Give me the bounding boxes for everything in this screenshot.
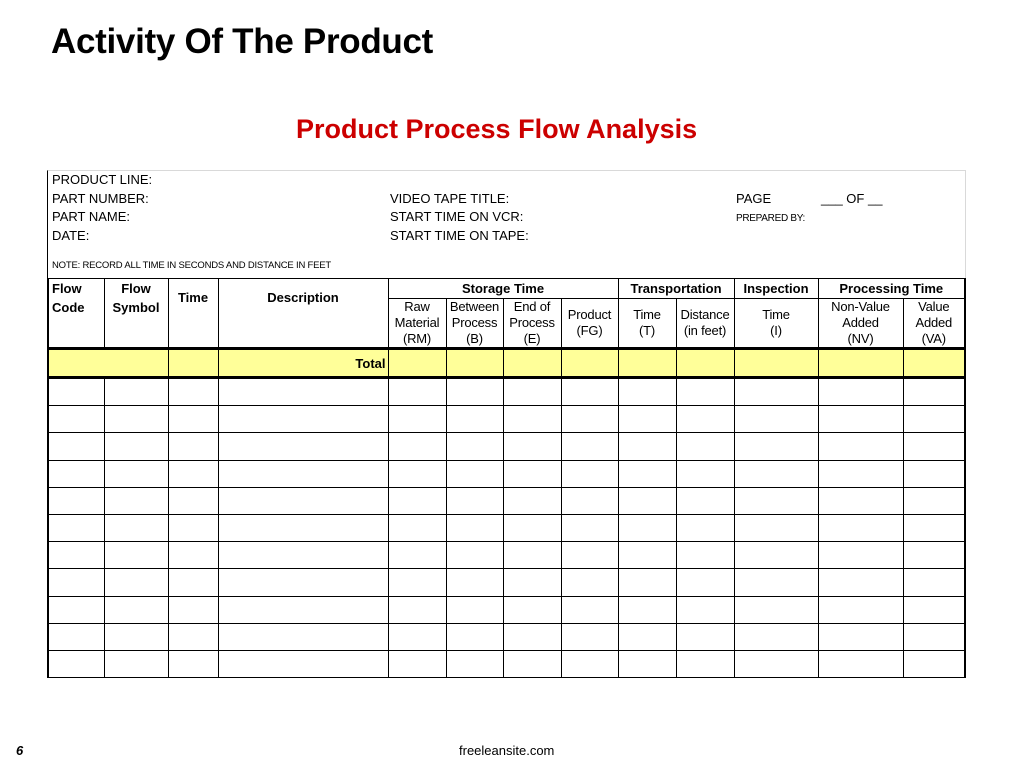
table-cell[interactable] (618, 460, 676, 487)
table-cell[interactable] (104, 406, 168, 433)
product-line1: Product (567, 307, 612, 322)
page-label: PAGE (736, 191, 772, 206)
table-row (48, 487, 965, 514)
flow-symbol-header-line2: Symbol (112, 300, 160, 315)
table-cell[interactable] (503, 650, 561, 677)
table-cell[interactable] (818, 487, 903, 514)
page-of-field: ___ OF __ (821, 191, 883, 206)
table-cell[interactable] (218, 542, 388, 569)
table-cell[interactable] (503, 433, 561, 460)
table-cell[interactable] (676, 569, 734, 596)
table-cell[interactable] (218, 460, 388, 487)
table-cell[interactable] (104, 569, 168, 596)
transportation-header: Transportation (618, 279, 734, 299)
table-cell[interactable] (734, 650, 818, 677)
table-cell[interactable] (388, 433, 446, 460)
table-cell[interactable] (561, 569, 618, 596)
table-cell[interactable] (388, 569, 446, 596)
total-cell-between-process[interactable] (446, 349, 503, 378)
table-cell[interactable] (104, 623, 168, 650)
raw-material-line1: Raw (404, 299, 430, 314)
table-row (48, 623, 965, 650)
table-cell[interactable] (618, 650, 676, 677)
table-row (48, 514, 965, 541)
table-cell[interactable] (168, 623, 218, 650)
table-row (48, 460, 965, 487)
table-cell[interactable] (818, 433, 903, 460)
table-cell[interactable] (48, 378, 104, 406)
table-cell[interactable] (618, 406, 676, 433)
storage-time-header: Storage Time (388, 279, 618, 299)
table-cell[interactable] (446, 406, 503, 433)
table-cell[interactable] (168, 650, 218, 677)
between-process-subheader (446, 299, 503, 349)
table-cell[interactable] (618, 378, 676, 406)
table-cell[interactable] (818, 460, 903, 487)
part-number-label: PART NUMBER: (52, 191, 149, 206)
table-cell[interactable] (48, 596, 104, 623)
table-cell[interactable] (903, 623, 965, 650)
table-cell[interactable] (218, 433, 388, 460)
non-value-added-line3: (NV) (847, 331, 874, 346)
total-cell-distance[interactable] (676, 349, 734, 378)
value-added-line1: Value (918, 299, 950, 314)
table-cell[interactable] (903, 378, 965, 406)
inspection-time-line2: (I) (770, 323, 782, 338)
table-cell[interactable] (48, 542, 104, 569)
end-of-process-subheader (503, 299, 561, 349)
table-cell[interactable] (734, 378, 818, 406)
table-cell[interactable] (388, 623, 446, 650)
total-cell-inspection-time[interactable] (734, 349, 818, 378)
table-cell[interactable] (104, 433, 168, 460)
table-cell[interactable] (48, 623, 104, 650)
table-cell[interactable] (676, 406, 734, 433)
table-cell[interactable] (818, 406, 903, 433)
table-cell[interactable] (48, 650, 104, 677)
table-cell[interactable] (503, 623, 561, 650)
flow-code-header-line1: Flow (52, 281, 82, 296)
distance-line1: Distance (680, 307, 730, 322)
table-cell[interactable] (388, 596, 446, 623)
transport-time-line1: Time (633, 307, 661, 322)
page-number: 6 (16, 743, 24, 758)
table-cell[interactable] (104, 487, 168, 514)
table-cell[interactable] (818, 378, 903, 406)
table-cell[interactable] (903, 406, 965, 433)
table-cell[interactable] (903, 487, 965, 514)
table-cell[interactable] (218, 650, 388, 677)
table-cell[interactable] (503, 596, 561, 623)
table-cell[interactable] (618, 514, 676, 541)
table-cell[interactable] (503, 514, 561, 541)
table-cell[interactable] (903, 514, 965, 541)
table-cell[interactable] (104, 650, 168, 677)
table-cell[interactable] (388, 406, 446, 433)
table-cell[interactable] (168, 406, 218, 433)
table-cell[interactable] (561, 487, 618, 514)
table-cell[interactable] (48, 569, 104, 596)
table-cell[interactable] (168, 460, 218, 487)
table-cell[interactable] (676, 487, 734, 514)
table-cell[interactable] (818, 542, 903, 569)
table-cell[interactable] (168, 542, 218, 569)
table-cell[interactable] (104, 378, 168, 406)
table-row (48, 569, 965, 596)
table-cell[interactable] (561, 460, 618, 487)
note-text: NOTE: RECORD ALL TIME IN SECONDS AND DISTANCE IN FEET (52, 260, 332, 271)
raw-material-line2: Material (394, 315, 440, 330)
table-cell[interactable] (818, 623, 903, 650)
table-cell[interactable] (734, 514, 818, 541)
value-added-subheader (903, 299, 965, 349)
table-cell[interactable] (818, 514, 903, 541)
table-cell[interactable] (903, 542, 965, 569)
table-cell[interactable] (734, 542, 818, 569)
table-cell[interactable] (734, 623, 818, 650)
total-cell-code[interactable] (48, 349, 168, 378)
distance-line2: (in feet) (683, 323, 727, 338)
description-header-label: Description (267, 290, 339, 305)
table-cell[interactable] (446, 542, 503, 569)
video-tape-title-label: VIDEO TAPE TITLE: (390, 191, 510, 206)
table-row (48, 542, 965, 569)
table-cell[interactable] (446, 487, 503, 514)
part-name-label: PART NAME: (52, 209, 131, 224)
table-cell[interactable] (818, 596, 903, 623)
total-cell-value-added[interactable] (903, 349, 965, 378)
time-header (168, 279, 218, 349)
date-label: DATE: (52, 228, 90, 243)
table-cell[interactable] (903, 650, 965, 677)
table-cell[interactable] (676, 514, 734, 541)
table-cell[interactable] (168, 569, 218, 596)
table-row (48, 596, 965, 623)
between-process-line2: Process (451, 315, 498, 330)
distance-subheader (676, 299, 734, 349)
table-cell[interactable] (561, 514, 618, 541)
raw-material-subheader (388, 299, 446, 349)
table-cell[interactable] (168, 378, 218, 406)
total-row (48, 349, 965, 378)
table-cell[interactable] (676, 623, 734, 650)
table-cell[interactable] (903, 460, 965, 487)
table-cell[interactable] (104, 514, 168, 541)
table-cell[interactable] (218, 514, 388, 541)
table-cell[interactable] (388, 514, 446, 541)
table-cell[interactable] (446, 623, 503, 650)
product-line2: (FG) (576, 323, 603, 338)
table-cell[interactable] (446, 569, 503, 596)
table-cell[interactable] (818, 569, 903, 596)
total-cell-raw-material[interactable] (388, 349, 446, 378)
total-cell-time[interactable] (168, 349, 218, 378)
time-header-label: Time (177, 290, 209, 305)
between-process-line3: (B) (466, 331, 483, 346)
total-cell-transport-time[interactable] (618, 349, 676, 378)
table-cell[interactable] (168, 596, 218, 623)
end-of-process-line1: End of (513, 299, 551, 314)
table-cell[interactable] (503, 569, 561, 596)
table-cell[interactable] (503, 487, 561, 514)
table-cell[interactable] (676, 378, 734, 406)
table-cell[interactable] (446, 433, 503, 460)
table-cell[interactable] (388, 542, 446, 569)
raw-material-line3: (RM) (402, 331, 432, 346)
table-row (48, 378, 965, 406)
table-cell[interactable] (168, 514, 218, 541)
table-cell[interactable] (676, 460, 734, 487)
table-cell[interactable] (48, 514, 104, 541)
table-cell[interactable] (48, 460, 104, 487)
table-cell[interactable] (388, 650, 446, 677)
table-cell[interactable] (903, 433, 965, 460)
table-cell[interactable] (561, 623, 618, 650)
table-cell[interactable] (561, 596, 618, 623)
table-cell[interactable] (48, 487, 104, 514)
table-cell[interactable] (503, 460, 561, 487)
flow-symbol-header (104, 279, 168, 349)
table-cell[interactable] (734, 569, 818, 596)
total-label: Total (218, 349, 388, 378)
table-cell[interactable] (48, 433, 104, 460)
table-cell[interactable] (168, 487, 218, 514)
end-of-process-line2: Process (509, 315, 555, 330)
table-row (48, 433, 965, 460)
table-cell[interactable] (734, 460, 818, 487)
table-cell[interactable] (561, 378, 618, 406)
table-cell[interactable] (618, 569, 676, 596)
table-cell[interactable] (446, 378, 503, 406)
product-line-label: PRODUCT LINE: (52, 172, 153, 187)
flow-code-header-line2: Code (52, 300, 85, 315)
table-cell[interactable] (104, 596, 168, 623)
flow-code-header (48, 279, 104, 349)
table-cell[interactable] (48, 406, 104, 433)
table-cell[interactable] (104, 542, 168, 569)
table-cell[interactable] (561, 542, 618, 569)
table-row (48, 406, 965, 433)
start-time-tape-label: START TIME ON TAPE: (390, 228, 529, 243)
table-cell[interactable] (676, 542, 734, 569)
end-of-process-line3: (E) (523, 331, 541, 346)
table-cell[interactable] (218, 378, 388, 406)
table-cell[interactable] (218, 623, 388, 650)
table-cell[interactable] (618, 596, 676, 623)
total-cell-non-value-added[interactable] (818, 349, 903, 378)
value-added-line3: (VA) (921, 331, 946, 346)
total-cell-end-of-process[interactable] (503, 349, 561, 378)
table-cell[interactable] (618, 623, 676, 650)
prepared-by-label: PREPARED BY: (736, 213, 806, 224)
table-cell[interactable] (218, 487, 388, 514)
table-cell[interactable] (388, 487, 446, 514)
table-cell[interactable] (618, 542, 676, 569)
table-cell[interactable] (818, 650, 903, 677)
table-cell[interactable] (734, 596, 818, 623)
inspection-time-subheader (734, 299, 818, 349)
non-value-added-subheader (818, 299, 903, 349)
table-row (48, 650, 965, 677)
process-flow-table (47, 278, 966, 678)
non-value-added-line1: Non-Value (831, 299, 890, 314)
table-cell[interactable] (676, 650, 734, 677)
table-cell[interactable] (734, 406, 818, 433)
table-cell[interactable] (388, 378, 446, 406)
table-cell[interactable] (446, 650, 503, 677)
table-cell[interactable] (561, 406, 618, 433)
flow-symbol-header-line1: Flow (121, 281, 151, 296)
total-cell-product[interactable] (561, 349, 618, 378)
table-cell[interactable] (618, 487, 676, 514)
processing-time-header: Processing Time (818, 279, 965, 299)
table-cell[interactable] (503, 406, 561, 433)
table-cell[interactable] (676, 596, 734, 623)
table-cell[interactable] (734, 433, 818, 460)
table-cell[interactable] (446, 460, 503, 487)
table-cell[interactable] (561, 433, 618, 460)
table-cell[interactable] (503, 542, 561, 569)
inspection-time-line1: Time (762, 307, 790, 322)
product-subheader (561, 299, 618, 349)
transport-time-line2: (T) (639, 323, 655, 338)
table-cell[interactable] (503, 378, 561, 406)
table-cell[interactable] (218, 406, 388, 433)
table-cell[interactable] (388, 460, 446, 487)
table-cell[interactable] (676, 433, 734, 460)
start-time-vcr-label: START TIME ON VCR: (390, 209, 524, 224)
footer-site: freeleansite.com (459, 743, 555, 758)
description-header (218, 279, 388, 349)
table-cell[interactable] (104, 460, 168, 487)
table-cell[interactable] (734, 487, 818, 514)
table-cell[interactable] (446, 514, 503, 541)
header-row-1 (48, 279, 965, 299)
table-cell[interactable] (218, 596, 388, 623)
table-cell[interactable] (903, 596, 965, 623)
between-process-line1: Between (449, 299, 500, 314)
table-cell[interactable] (618, 433, 676, 460)
transport-time-subheader (618, 299, 676, 349)
table-cell[interactable] (903, 569, 965, 596)
table-cell[interactable] (168, 433, 218, 460)
non-value-added-line2: Added (842, 315, 879, 330)
table-cell[interactable] (446, 596, 503, 623)
inspection-header: Inspection (734, 279, 818, 299)
slide-title: Activity Of The Product (51, 22, 434, 61)
table-cell[interactable] (561, 650, 618, 677)
table-cell[interactable] (218, 569, 388, 596)
form-title: Product Process Flow Analysis (296, 114, 698, 144)
value-added-line2: Added (915, 315, 953, 330)
